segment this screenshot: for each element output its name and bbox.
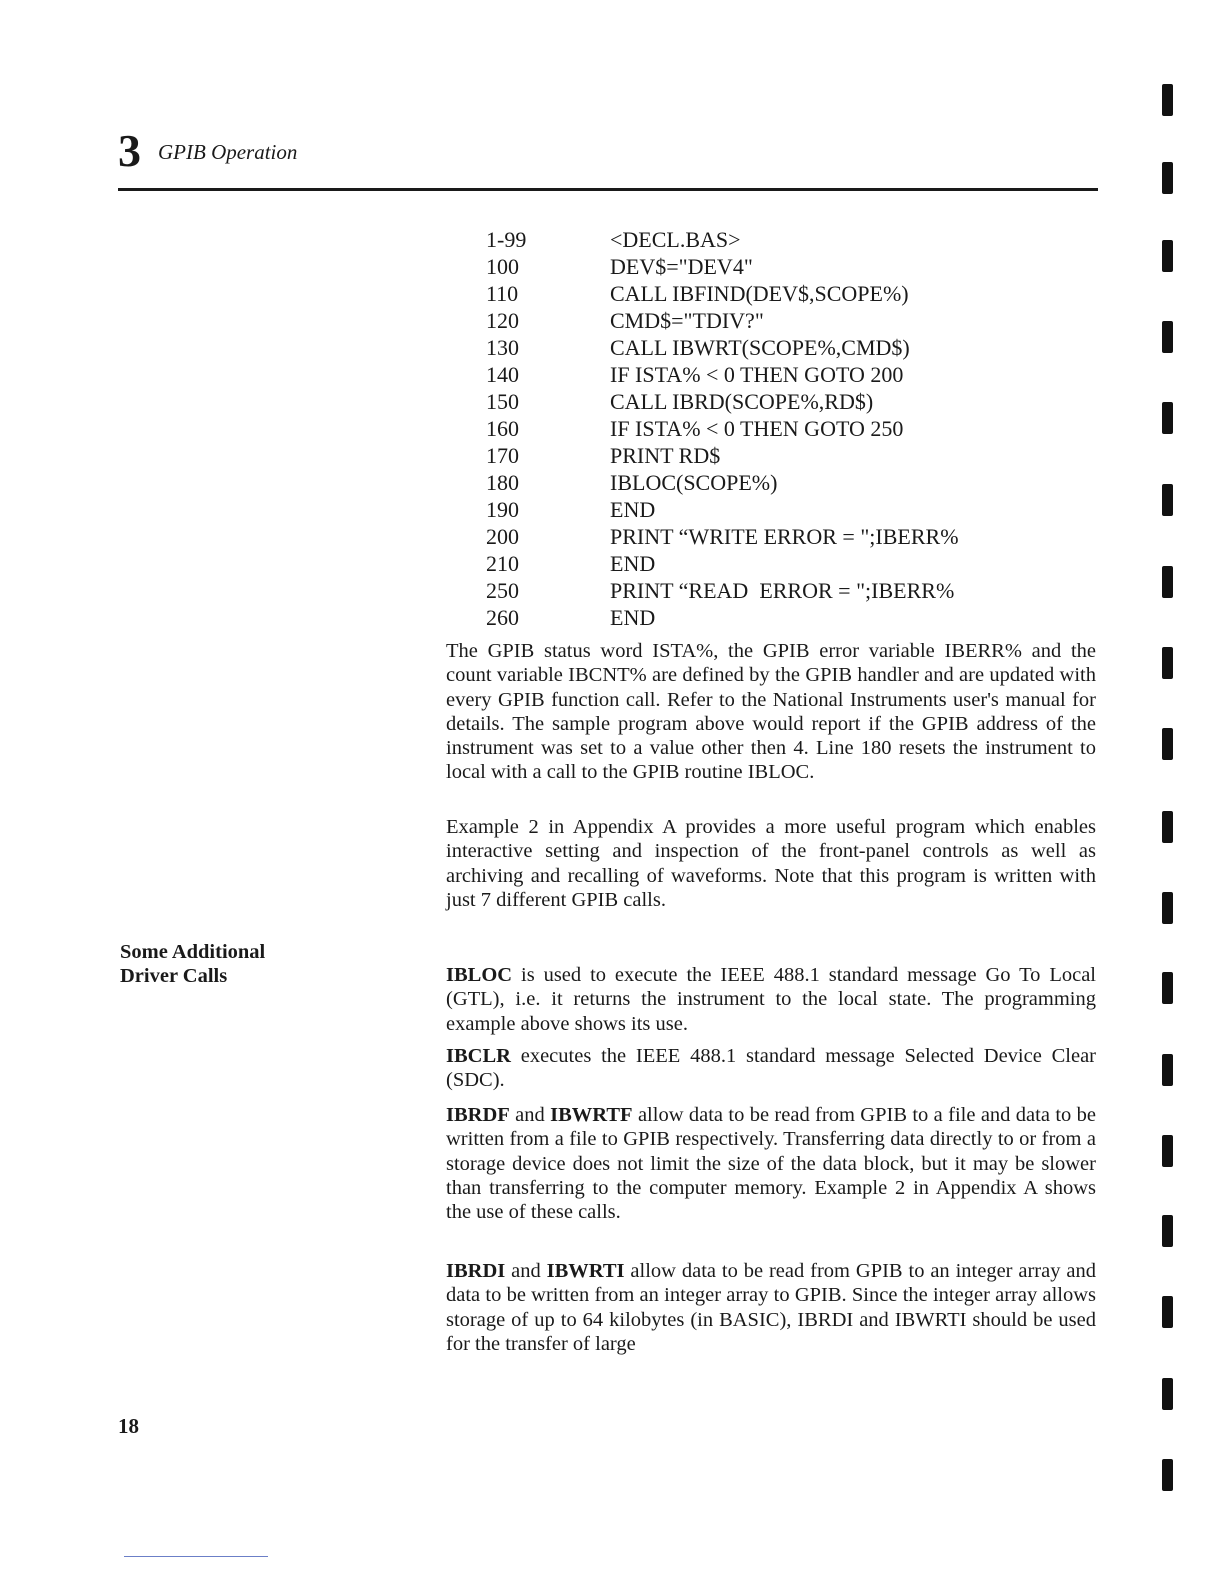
edge-mark: [1162, 1054, 1173, 1086]
edge-mark: [1162, 162, 1173, 194]
term-ibwrtf: IBWRTF: [550, 1104, 633, 1126]
code-statement: CMD$="TDIV?": [610, 308, 764, 333]
code-line-number: 190: [486, 497, 519, 522]
section-heading-line2: Driver Calls: [120, 965, 228, 987]
code-statement: END: [610, 551, 656, 576]
edge-mark: [1162, 566, 1173, 598]
term-ibrdi: IBRDI: [446, 1260, 506, 1282]
code-line-number: 120: [486, 308, 519, 333]
edge-mark: [1162, 1296, 1173, 1328]
edge-mark: [1162, 484, 1173, 516]
code-statement: CALL IBWRT(SCOPE%,CMD$): [610, 335, 910, 360]
code-statement: CALL IBRD(SCOPE%,RD$): [610, 389, 874, 414]
ibclr-text: executes the IEEE 488.1 standard message Selected Device Clear (SDC).: [446, 1045, 1096, 1092]
section-heading-line1: Some Additional: [120, 941, 266, 963]
code-statement: IBLOC(SCOPE%): [610, 470, 778, 495]
paragraph-ibclr: [446, 1044, 1096, 1093]
ibrdf-text: allow data to be read from GPIB to a file and data to be written from a file to GPIB respectively. Transferring data directly to or from a storage device does not limit the size of the data block, but it may be slower than transferring to the computer memory. Example 2 in Appendix A shows the use of these calls.: [446, 1104, 1096, 1224]
page-number: 18: [118, 1414, 139, 1438]
edge-mark: [1162, 892, 1173, 924]
term-ibrdf: IBRDF: [446, 1104, 510, 1126]
code-statement: END: [610, 497, 656, 522]
code-statement: PRINT “WRITE ERROR = ";IBERR%: [610, 524, 959, 549]
edge-mark: [1162, 321, 1173, 353]
edge-mark: [1162, 1215, 1173, 1247]
code-statement: DEV$="DEV4": [610, 254, 753, 279]
chapter-title: GPIB Operation: [158, 140, 298, 164]
paragraph-text: The GPIB status word ISTA%, the GPIB error variable IBERR% and the count variable IBCNT% are defined by the GPIB handler and are updated with every GPIB function call. Refer to the National Instruments user's manual for details. The sample program above would report if the GPIB address of the instrument was set to a value other then 4. Line 180 resets the instrument to local with a call to the GPIB routine IBLOC.: [446, 640, 1096, 784]
code-line-number: 110: [486, 281, 519, 306]
edge-mark: [1162, 1378, 1173, 1410]
code-statement: IF ISTA% < 0 THEN GOTO 250: [610, 416, 904, 441]
edge-mark: [1162, 647, 1173, 679]
header-rule: [118, 188, 1098, 191]
term-ibwrti: IBWRTI: [546, 1260, 625, 1282]
paragraph-example2: [446, 815, 1096, 912]
paragraph-ibrdf: [446, 1103, 1096, 1224]
edge-mark: [1162, 1459, 1173, 1491]
code-statement: <DECL.BAS>: [610, 227, 741, 252]
code-line-number: 100: [486, 254, 519, 279]
code-line-number: 260: [486, 605, 519, 630]
code-line-number: 210: [486, 551, 519, 576]
code-line-number: 250: [486, 578, 519, 603]
code-line-number: 150: [486, 389, 519, 414]
section-heading: [120, 940, 265, 988]
paragraph-ibloc: [446, 963, 1096, 1036]
code-statement: CALL IBFIND(DEV$,SCOPE%): [610, 281, 909, 306]
edge-mark: [1162, 402, 1173, 434]
code-statement: IF ISTA% < 0 THEN GOTO 200: [610, 362, 904, 387]
term-ibclr: IBCLR: [446, 1045, 511, 1067]
code-line-number: 1-99: [486, 227, 527, 252]
code-line-number: 130: [486, 335, 519, 360]
ibrdf-and: and: [509, 1104, 551, 1126]
code-line-number: 170: [486, 443, 519, 468]
paragraph-text: Example 2 in Appendix A provides a more useful program which enables interactive setting and inspection of the front-panel controls as well as archiving and recalling of waveforms. Note that this program is written with just 7 different GPIB calls.: [446, 816, 1096, 911]
footer-rule: [124, 1556, 268, 1557]
code-statement: END: [610, 605, 656, 630]
chapter-number: 3: [118, 125, 141, 176]
term-ibloc: IBLOC: [446, 964, 513, 986]
code-statement: PRINT “READ ERROR = ";IBERR%: [610, 578, 955, 603]
ibrdi-and: and: [505, 1260, 547, 1282]
code-statement: PRINT RD$: [610, 443, 721, 468]
edge-mark: [1162, 728, 1173, 760]
paragraph-status-word: [446, 639, 1096, 785]
ibrdi-text: allow data to be read from GPIB to an integer array and data to be written from an integer array to GPIB. Since the integer array allows storage of up to 64 kilobytes (in BASIC), IBRDI and IBWRTI should be used for the transfer of large: [446, 1260, 1096, 1355]
code-line-number: 140: [486, 362, 519, 387]
paragraph-ibrdi: [446, 1259, 1096, 1356]
ibloc-text: is used to execute the IEEE 488.1 standard message Go To Local (GTL), i.e. it returns the instrument to the local state. The programming example above shows its use.: [446, 964, 1096, 1035]
edge-mark: [1162, 240, 1173, 272]
code-line-number: 180: [486, 470, 519, 495]
edge-mark: [1162, 84, 1173, 116]
edge-mark: [1162, 811, 1173, 843]
edge-mark: [1162, 1135, 1173, 1167]
code-line-number: 160: [486, 416, 519, 441]
edge-mark: [1162, 972, 1173, 1004]
code-line-number: 200: [486, 524, 519, 549]
